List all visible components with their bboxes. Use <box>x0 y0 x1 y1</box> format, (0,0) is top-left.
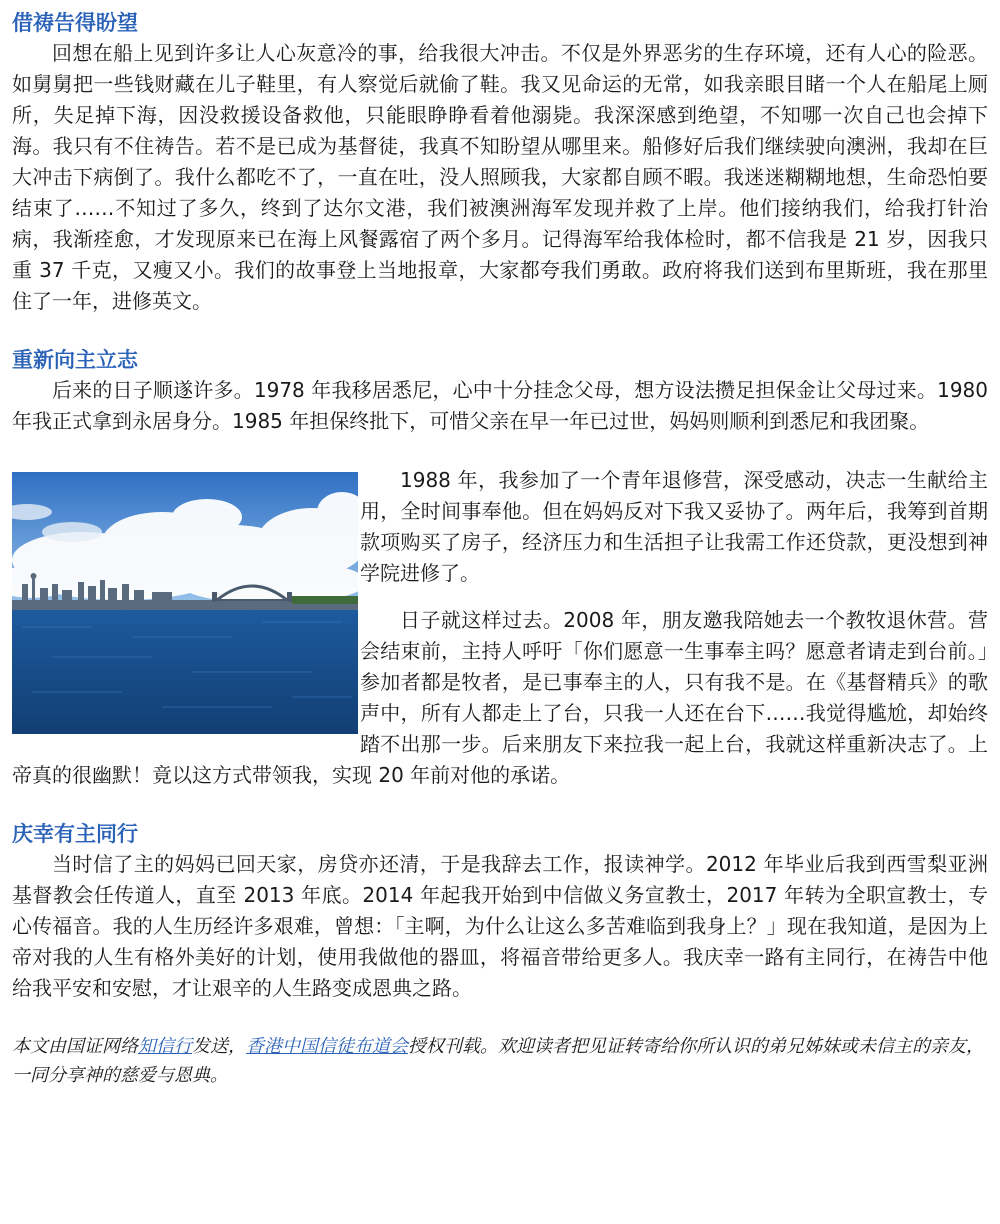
attribution-prefix: 本文由国证网络 <box>12 1036 138 1057</box>
attribution-middle: 发送， <box>192 1036 246 1057</box>
paragraph: 后来的日子顺遂许多。1978 年我移居悉尼，心中十分挂念父母，想方设法攒足担保金让父母过来。1980 年我正式拿到永居身分。1985 年担保终批下，可惜父亲在早一年已过世，妈妈则顺利到悉尼和我团聚。 <box>12 378 988 433</box>
paragraph: 当时信了主的妈妈已回天家，房贷亦还清，于是我辞去工作，报读神学。2012 年毕业后我到西雪梨亚洲基督教会任传道人，直至 2013 年底。2014 年起我开始到中信做义务宣教士，2017 年转为全职宣教士，专心传福音。我的人生历经许多艰难，曾想：「主啊，为什么让这么多苦难临到我身上？」现在我知道，是因为上帝对我的人生有格外美好的计划，使用我做他的器皿，将福音带给更多人。我庆幸一路有主同行，在祷告中他给我平安和安慰，才让艰辛的人生路变成恩典之路。 <box>12 852 988 1000</box>
paragraph: 回想在船上见到许多让人心灰意冷的事，给我很大冲击。不仅是外界恶劣的生存环境，还有人心的险恶。如舅舅把一些钱财藏在儿子鞋里，有人察觉后就偷了鞋。我又见命运的无常，如我亲眼目睹一个人在船尾上厕所，失足掉下海，因没救援设备救他，只能眼睁睁看着他溺毙。我深深感到绝望，不知哪一次自己也会掉下海。我只有不住祷告。若不是已成为基督徒，我真不知盼望从哪里来。船修好后我们继续驶向澳洲，我却在巨大冲击下病倒了。我什么都吃不了，一直在吐，没人照顾我，大家都自顾不暇。我迷迷糊糊地想，生命恐怕要结束了……不知过了多久，终到了达尔文港，我们被澳洲海军发现并救了上岸。他们接纳我们，给我打针治病，我渐痊愈，才发现原来已在海上风餐露宿了两个多月。记得海军给我体检时，都不信我是 21 岁，因我只重 37 千克，又瘦又小。我们的故事登上当地报章，大家都夸我们勇敢。政府将我们送到布里斯班，我在那里住了一年，进修英文。 <box>12 41 988 313</box>
section-heading-rededication: 重新向主立志 <box>12 348 138 372</box>
paragraph: 日子就这样过去。2008 年，朋友邀我陪她去一个教牧退休营。营会结束前，主持人呼吁「你们愿意一生事奉主吗？愿意者请走到台前。」参加者都是牧者，是已事奉主的人，只有我不是。在《基督精兵》的歌声中，所有人都走上了台，只我一人还在台下……我觉得尴尬，却始终踏不出那一步。后来朋友下来拉我一起上台，我就这样重新决志了。上帝真的很幽默！竟以这方式带领我，实现 20 年前对他的承诺。 <box>12 608 988 787</box>
link-zhixinxing[interactable]: 知信行 <box>138 1036 192 1057</box>
figure-with-text <box>12 465 988 791</box>
harbour-photo <box>12 472 358 734</box>
section-heading-journey-with-lord: 庆幸有主同行 <box>12 822 138 846</box>
attribution-suffix: 授权刊载。欢迎读者把见证转寄给你所认识的弟兄姊妹或未信主的亲友，一同分享神的慈爱与恩典。 <box>12 1036 984 1086</box>
link-ccm-hk[interactable]: 香港中国信徒布道会 <box>246 1036 408 1057</box>
paragraph: 1988 年，我参加了一个青年退修营，深受感动，决志一生献给主用，全时间事奉他。但在妈妈反对下我又妥协了。两年后，我筹到首期款项购买了房子，经济压力和生活担子让我需工作还贷款，更没想到神学院进修了。 <box>360 468 988 585</box>
section-heading-prayer-hope: 借祷告得盼望 <box>12 11 138 35</box>
attribution-note <box>12 1032 988 1090</box>
